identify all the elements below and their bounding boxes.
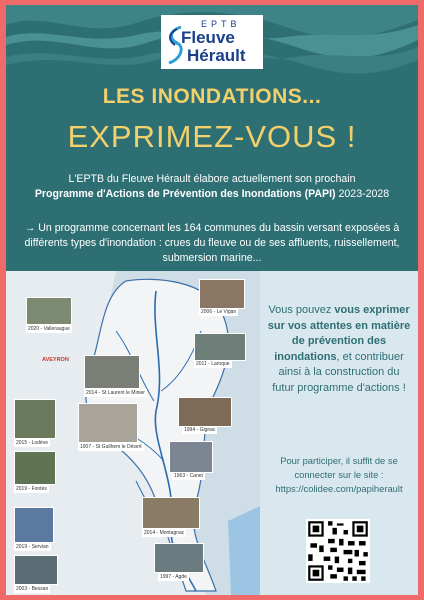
intro-pre: L'EPTB du Fleuve Hérault élabore actuellement son prochain [68, 173, 356, 185]
caption-fontes: 2019 - Fontès [16, 486, 47, 492]
photo-fontes [14, 451, 56, 485]
caption-valleraugue: 2020 - Valleraugue [28, 326, 70, 332]
photo-st-laurent [84, 355, 140, 389]
cta-text-1: Vous pouvez [268, 304, 335, 316]
intro-text [22, 172, 402, 202]
photo-laroque [194, 333, 246, 361]
headline: LES INONDATIONS... [102, 85, 322, 108]
caption-agde: 1997 - Agde [160, 574, 187, 580]
logo-line2: Hérault [187, 46, 246, 65]
caption-gignac: 1994 - Gignac [184, 427, 216, 433]
qr-code-icon[interactable] [306, 519, 370, 583]
photo-bessan [14, 555, 58, 585]
photo-agde [154, 543, 204, 573]
caption-bessan: 2003 - Bessan [16, 586, 49, 592]
photo-valleraugue [26, 297, 72, 325]
intro-bold: Programme d'Actions de Prévention des Inondations (PAPI) [34, 188, 336, 200]
caption-st-laurent: 2014 - St Laurent le Minier [86, 390, 145, 396]
caption-laroque: 2011 - Laroque [196, 361, 230, 367]
caption-servian: 2019 - Servian [16, 544, 49, 550]
participate-line: Pour participer, il suffit de se connecter sur le site : [280, 455, 398, 480]
caption-lodeve: 2015 - Lodève [16, 440, 48, 446]
side-panel [260, 271, 418, 595]
cta-bold: vous exprimer sur vos attentes en matière de prévention des inondations [267, 304, 411, 363]
photo-canet [169, 441, 213, 473]
intro-post: 2023-2028 [335, 188, 390, 200]
caption-st-guilhem: 1907 - St Guilhem le Désert [80, 444, 142, 450]
photo-le-vigan [199, 279, 245, 309]
call-to-action [266, 303, 412, 396]
photo-st-guilhem [78, 403, 138, 443]
participate-url[interactable]: https://colidee.com/papiherault [275, 483, 403, 494]
logo-eptb-text: EPTB [201, 19, 241, 29]
poster [6, 5, 418, 595]
program-text: → Un programme concernant les 164 communes du bassin versant exposées à différents types d'inondation : crues du fleuve ou de ses affluents, ruissellement, submersion marine... [24, 222, 400, 264]
photo-servian [14, 507, 54, 543]
logo-line1: Fleuve [181, 28, 235, 47]
subheadline: EXPRIMEZ-VOUS ! [67, 119, 357, 154]
cta-text-2: , et contribuer ainsi à la construction du futur programme d'actions ! [272, 350, 406, 394]
participate-text [264, 454, 414, 496]
photo-gignac [178, 397, 232, 427]
caption-montagnac: 2014 - Montagnac [144, 530, 185, 536]
photo-montagnac [142, 497, 200, 529]
caption-canet: 1963 - Canet [174, 473, 203, 479]
region-label: AVEYRON [42, 357, 69, 363]
caption-le-vigan: 2006 - Le Vigan [201, 309, 237, 315]
eptb-logo [161, 15, 263, 69]
basin-map [6, 271, 260, 595]
photo-lodeve [14, 399, 56, 439]
